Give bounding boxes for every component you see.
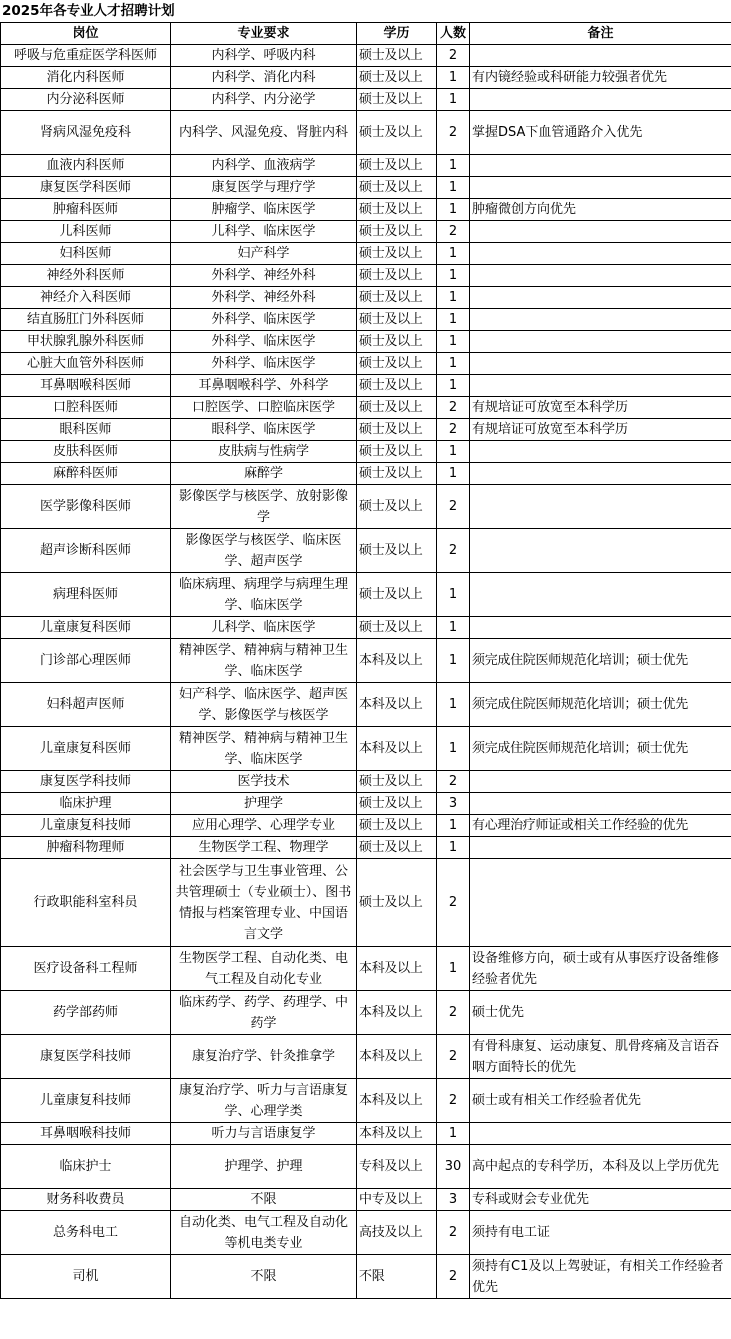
cell-count: 1 (437, 573, 470, 617)
cell-count: 2 (437, 111, 470, 155)
cell-note (470, 771, 731, 793)
cell-note: 设备维修方向，硕士或有从事医疗设备维修经验者优先 (470, 947, 731, 991)
cell-count: 2 (437, 771, 470, 793)
cell-note (470, 89, 731, 111)
table-row (1, 67, 731, 89)
cell-note (470, 1123, 731, 1145)
table-row (1, 815, 731, 837)
cell-note (470, 45, 731, 67)
cell-major: 肿瘤学、临床医学 (171, 199, 357, 221)
cell-count: 1 (437, 947, 470, 991)
cell-count: 2 (437, 1255, 470, 1299)
cell-note (470, 331, 731, 353)
cell-major: 内科学、呼吸内科 (171, 45, 357, 67)
cell-count: 1 (437, 331, 470, 353)
cell-post: 呼吸与危重症医学科医师 (1, 45, 171, 67)
cell-education: 硕士及以上 (357, 353, 437, 375)
table-row (1, 463, 731, 485)
table-row (1, 727, 731, 771)
cell-post: 超声诊断科医师 (1, 529, 171, 573)
cell-education: 硕士及以上 (357, 89, 437, 111)
cell-major: 影像医学与核医学、临床医学、超声医学 (171, 529, 357, 573)
cell-note (470, 265, 731, 287)
cell-count: 1 (437, 463, 470, 485)
cell-post: 门诊部心理医师 (1, 639, 171, 683)
cell-note (470, 177, 731, 199)
cell-education: 硕士及以上 (357, 375, 437, 397)
cell-post: 儿童康复科技师 (1, 1079, 171, 1123)
cell-post: 肾病风湿免疫科 (1, 111, 171, 155)
cell-count: 3 (437, 793, 470, 815)
cell-education: 硕士及以上 (357, 45, 437, 67)
header-post: 岗位 (1, 23, 171, 45)
table-row (1, 243, 731, 265)
cell-major: 儿科学、临床医学 (171, 221, 357, 243)
cell-post: 儿童康复科医师 (1, 727, 171, 771)
cell-count: 1 (437, 287, 470, 309)
table-row (1, 573, 731, 617)
cell-count: 2 (437, 419, 470, 441)
cell-major: 麻醉学 (171, 463, 357, 485)
cell-note (470, 837, 731, 859)
cell-post: 内分泌科医师 (1, 89, 171, 111)
cell-major: 生物医学工程、自动化类、电气工程及自动化专业 (171, 947, 357, 991)
cell-note: 硕士或有相关工作经验者优先 (470, 1079, 731, 1123)
cell-note (470, 287, 731, 309)
cell-note (470, 463, 731, 485)
cell-education: 硕士及以上 (357, 177, 437, 199)
cell-note: 肿瘤微创方向优先 (470, 199, 731, 221)
cell-education: 硕士及以上 (357, 573, 437, 617)
cell-post: 儿科医师 (1, 221, 171, 243)
cell-education: 不限 (357, 1255, 437, 1299)
cell-count: 30 (437, 1145, 470, 1189)
header-note: 备注 (470, 23, 731, 45)
cell-count: 1 (437, 441, 470, 463)
cell-education: 本科及以上 (357, 947, 437, 991)
cell-education: 本科及以上 (357, 727, 437, 771)
cell-note: 高中起点的专科学历，本科及以上学历优先 (470, 1145, 731, 1189)
cell-count: 2 (437, 1211, 470, 1255)
cell-count: 1 (437, 89, 470, 111)
cell-count: 2 (437, 1035, 470, 1079)
cell-post: 口腔科医师 (1, 397, 171, 419)
cell-post: 心脏大血管外科医师 (1, 353, 171, 375)
cell-count: 1 (437, 375, 470, 397)
cell-post: 肿瘤科医师 (1, 199, 171, 221)
cell-major: 内科学、血液病学 (171, 155, 357, 177)
cell-education: 本科及以上 (357, 1123, 437, 1145)
table-row (1, 1079, 731, 1123)
cell-post: 临床护士 (1, 1145, 171, 1189)
cell-count: 2 (437, 397, 470, 419)
table-row (1, 419, 731, 441)
cell-education: 硕士及以上 (357, 815, 437, 837)
cell-post: 医疗设备科工程师 (1, 947, 171, 991)
cell-count: 2 (437, 529, 470, 573)
cell-note: 须完成住院医师规范化培训；硕士优先 (470, 727, 731, 771)
cell-note: 有心理治疗师证或相关工作经验的优先 (470, 815, 731, 837)
table-body (1, 45, 731, 1299)
cell-major: 内科学、消化内科 (171, 67, 357, 89)
cell-note: 须持有电工证 (470, 1211, 731, 1255)
cell-education: 硕士及以上 (357, 485, 437, 529)
cell-note: 有规培证可放宽至本科学历 (470, 419, 731, 441)
cell-count: 2 (437, 45, 470, 67)
cell-count: 1 (437, 309, 470, 331)
cell-education: 硕士及以上 (357, 265, 437, 287)
cell-education: 硕士及以上 (357, 111, 437, 155)
cell-education: 硕士及以上 (357, 397, 437, 419)
cell-count: 1 (437, 683, 470, 727)
table-row (1, 947, 731, 991)
cell-education: 本科及以上 (357, 683, 437, 727)
cell-count: 1 (437, 617, 470, 639)
table-row (1, 199, 731, 221)
cell-major: 康复医学与理疗学 (171, 177, 357, 199)
cell-major: 不限 (171, 1255, 357, 1299)
cell-education: 硕士及以上 (357, 309, 437, 331)
cell-major: 应用心理学、心理学专业 (171, 815, 357, 837)
cell-post: 司机 (1, 1255, 171, 1299)
cell-major: 康复治疗学、针灸推拿学 (171, 1035, 357, 1079)
cell-post: 妇科超声医师 (1, 683, 171, 727)
table-row (1, 1211, 731, 1255)
table-row (1, 859, 731, 947)
cell-education: 硕士及以上 (357, 441, 437, 463)
cell-post: 妇科医师 (1, 243, 171, 265)
cell-post: 神经外科医师 (1, 265, 171, 287)
table-row (1, 221, 731, 243)
cell-note: 须持有C1及以上驾驶证，有相关工作经验者优先 (470, 1255, 731, 1299)
cell-count: 1 (437, 837, 470, 859)
cell-major: 生物医学工程、物理学 (171, 837, 357, 859)
cell-note (470, 859, 731, 947)
cell-post: 医学影像科医师 (1, 485, 171, 529)
cell-education: 硕士及以上 (357, 221, 437, 243)
cell-count: 2 (437, 1079, 470, 1123)
cell-post: 儿童康复科技师 (1, 815, 171, 837)
cell-education: 本科及以上 (357, 639, 437, 683)
cell-major: 精神医学、精神病与精神卫生学、临床医学 (171, 639, 357, 683)
cell-note (470, 617, 731, 639)
cell-count: 1 (437, 353, 470, 375)
cell-count: 1 (437, 177, 470, 199)
table-row (1, 265, 731, 287)
cell-count: 3 (437, 1189, 470, 1211)
cell-count: 2 (437, 221, 470, 243)
cell-note (470, 573, 731, 617)
cell-post: 肿瘤科物理师 (1, 837, 171, 859)
cell-education: 硕士及以上 (357, 771, 437, 793)
table-row (1, 89, 731, 111)
header-count: 人数 (437, 23, 470, 45)
cell-major: 皮肤病与性病学 (171, 441, 357, 463)
cell-post: 血液内科医师 (1, 155, 171, 177)
cell-education: 硕士及以上 (357, 793, 437, 815)
cell-major: 外科学、神经外科 (171, 265, 357, 287)
table-row (1, 375, 731, 397)
table-row (1, 1145, 731, 1189)
cell-count: 1 (437, 727, 470, 771)
cell-post: 消化内科医师 (1, 67, 171, 89)
cell-major: 社会医学与卫生事业管理、公共管理硕士（专业硕士）、图书情报与档案管理专业、中国语言文学 (171, 859, 357, 947)
table-row (1, 617, 731, 639)
header-education: 学历 (357, 23, 437, 45)
cell-post: 耳鼻咽喉科技师 (1, 1123, 171, 1145)
cell-note: 有规培证可放宽至本科学历 (470, 397, 731, 419)
cell-education: 本科及以上 (357, 1079, 437, 1123)
sheet-title: 2025年各专业人才招聘计划 (2, 3, 175, 19)
cell-count: 1 (437, 243, 470, 265)
cell-post: 康复医学科医师 (1, 177, 171, 199)
table-row (1, 111, 731, 155)
cell-post: 康复医学科技师 (1, 771, 171, 793)
cell-education: 硕士及以上 (357, 67, 437, 89)
table-row (1, 331, 731, 353)
cell-education: 硕士及以上 (357, 837, 437, 859)
cell-major: 康复治疗学、听力与言语康复学、心理学类 (171, 1079, 357, 1123)
cell-note: 掌握DSA下血管通路介入优先 (470, 111, 731, 155)
cell-count: 1 (437, 265, 470, 287)
cell-post: 眼科医师 (1, 419, 171, 441)
cell-note: 须完成住院医师规范化培训；硕士优先 (470, 639, 731, 683)
cell-post: 临床护理 (1, 793, 171, 815)
cell-major: 自动化类、电气工程及自动化等机电类专业 (171, 1211, 357, 1255)
cell-note (470, 529, 731, 573)
header-row (1, 23, 731, 45)
cell-education: 本科及以上 (357, 991, 437, 1035)
cell-post: 药学部药师 (1, 991, 171, 1035)
cell-count: 1 (437, 67, 470, 89)
cell-post: 康复医学科技师 (1, 1035, 171, 1079)
cell-post: 病理科医师 (1, 573, 171, 617)
cell-major: 不限 (171, 1189, 357, 1211)
cell-post: 麻醉科医师 (1, 463, 171, 485)
cell-major: 外科学、临床医学 (171, 331, 357, 353)
cell-major: 精神医学、精神病与精神卫生学、临床医学 (171, 727, 357, 771)
cell-major: 儿科学、临床医学 (171, 617, 357, 639)
cell-major: 内科学、风湿免疫、肾脏内科 (171, 111, 357, 155)
cell-note (470, 793, 731, 815)
cell-major: 外科学、神经外科 (171, 287, 357, 309)
cell-major: 临床药学、药学、药理学、中药学 (171, 991, 357, 1035)
table-row (1, 177, 731, 199)
cell-education: 硕士及以上 (357, 155, 437, 177)
cell-note: 须完成住院医师规范化培训；硕士优先 (470, 683, 731, 727)
cell-note (470, 441, 731, 463)
cell-major: 外科学、临床医学 (171, 353, 357, 375)
cell-education: 硕士及以上 (357, 199, 437, 221)
cell-major: 临床病理、病理学与病理生理学、临床医学 (171, 573, 357, 617)
table-row (1, 353, 731, 375)
cell-post: 总务科电工 (1, 1211, 171, 1255)
cell-major: 医学技术 (171, 771, 357, 793)
cell-education: 高技及以上 (357, 1211, 437, 1255)
cell-education: 硕士及以上 (357, 463, 437, 485)
table-row (1, 155, 731, 177)
cell-post: 儿童康复科医师 (1, 617, 171, 639)
recruitment-table (0, 22, 731, 1299)
table-row (1, 837, 731, 859)
table-row (1, 683, 731, 727)
table-row (1, 639, 731, 683)
header-major: 专业要求 (171, 23, 357, 45)
cell-note: 有内镜经验或科研能力较强者优先 (470, 67, 731, 89)
cell-note: 硕士优先 (470, 991, 731, 1035)
cell-count: 2 (437, 991, 470, 1035)
cell-note (470, 155, 731, 177)
cell-major: 妇产科学 (171, 243, 357, 265)
cell-major: 影像医学与核医学、放射影像学 (171, 485, 357, 529)
cell-major: 外科学、临床医学 (171, 309, 357, 331)
cell-major: 护理学 (171, 793, 357, 815)
cell-education: 硕士及以上 (357, 419, 437, 441)
cell-post: 神经介入科医师 (1, 287, 171, 309)
cell-note: 有骨科康复、运动康复、肌骨疼痛及言语吞咽方面特长的优先 (470, 1035, 731, 1079)
cell-major: 听力与言语康复学 (171, 1123, 357, 1145)
cell-note (470, 309, 731, 331)
cell-note (470, 353, 731, 375)
table-row (1, 771, 731, 793)
cell-note (470, 221, 731, 243)
cell-major: 内科学、内分泌学 (171, 89, 357, 111)
cell-education: 硕士及以上 (357, 287, 437, 309)
cell-education: 硕士及以上 (357, 243, 437, 265)
table-row (1, 529, 731, 573)
cell-major: 妇产科学、临床医学、超声医学、影像医学与核医学 (171, 683, 357, 727)
cell-post: 皮肤科医师 (1, 441, 171, 463)
table-row (1, 45, 731, 67)
cell-count: 1 (437, 639, 470, 683)
table-row (1, 397, 731, 419)
cell-count: 1 (437, 1123, 470, 1145)
cell-major: 眼科学、临床医学 (171, 419, 357, 441)
cell-education: 中专及以上 (357, 1189, 437, 1211)
cell-post: 耳鼻咽喉科医师 (1, 375, 171, 397)
cell-count: 1 (437, 815, 470, 837)
table-row (1, 1255, 731, 1299)
table-row (1, 1189, 731, 1211)
cell-major: 口腔医学、口腔临床医学 (171, 397, 357, 419)
cell-post: 行政职能科室科员 (1, 859, 171, 947)
table-row (1, 287, 731, 309)
cell-major: 耳鼻咽喉科学、外科学 (171, 375, 357, 397)
table-row (1, 485, 731, 529)
cell-education: 硕士及以上 (357, 617, 437, 639)
cell-count: 2 (437, 485, 470, 529)
cell-note: 专科或财会专业优先 (470, 1189, 731, 1211)
cell-note (470, 375, 731, 397)
table-row (1, 793, 731, 815)
cell-count: 1 (437, 155, 470, 177)
table-row (1, 441, 731, 463)
cell-note (470, 243, 731, 265)
cell-major: 护理学、护理 (171, 1145, 357, 1189)
table-row (1, 309, 731, 331)
cell-post: 甲状腺乳腺外科医师 (1, 331, 171, 353)
table-row (1, 991, 731, 1035)
table-row (1, 1123, 731, 1145)
cell-count: 2 (437, 859, 470, 947)
cell-education: 专科及以上 (357, 1145, 437, 1189)
cell-education: 本科及以上 (357, 1035, 437, 1079)
cell-post: 财务科收费员 (1, 1189, 171, 1211)
cell-education: 硕士及以上 (357, 331, 437, 353)
cell-post: 结直肠肛门外科医师 (1, 309, 171, 331)
cell-education: 硕士及以上 (357, 859, 437, 947)
cell-education: 硕士及以上 (357, 529, 437, 573)
table-row (1, 1035, 731, 1079)
cell-note (470, 485, 731, 529)
cell-count: 1 (437, 199, 470, 221)
